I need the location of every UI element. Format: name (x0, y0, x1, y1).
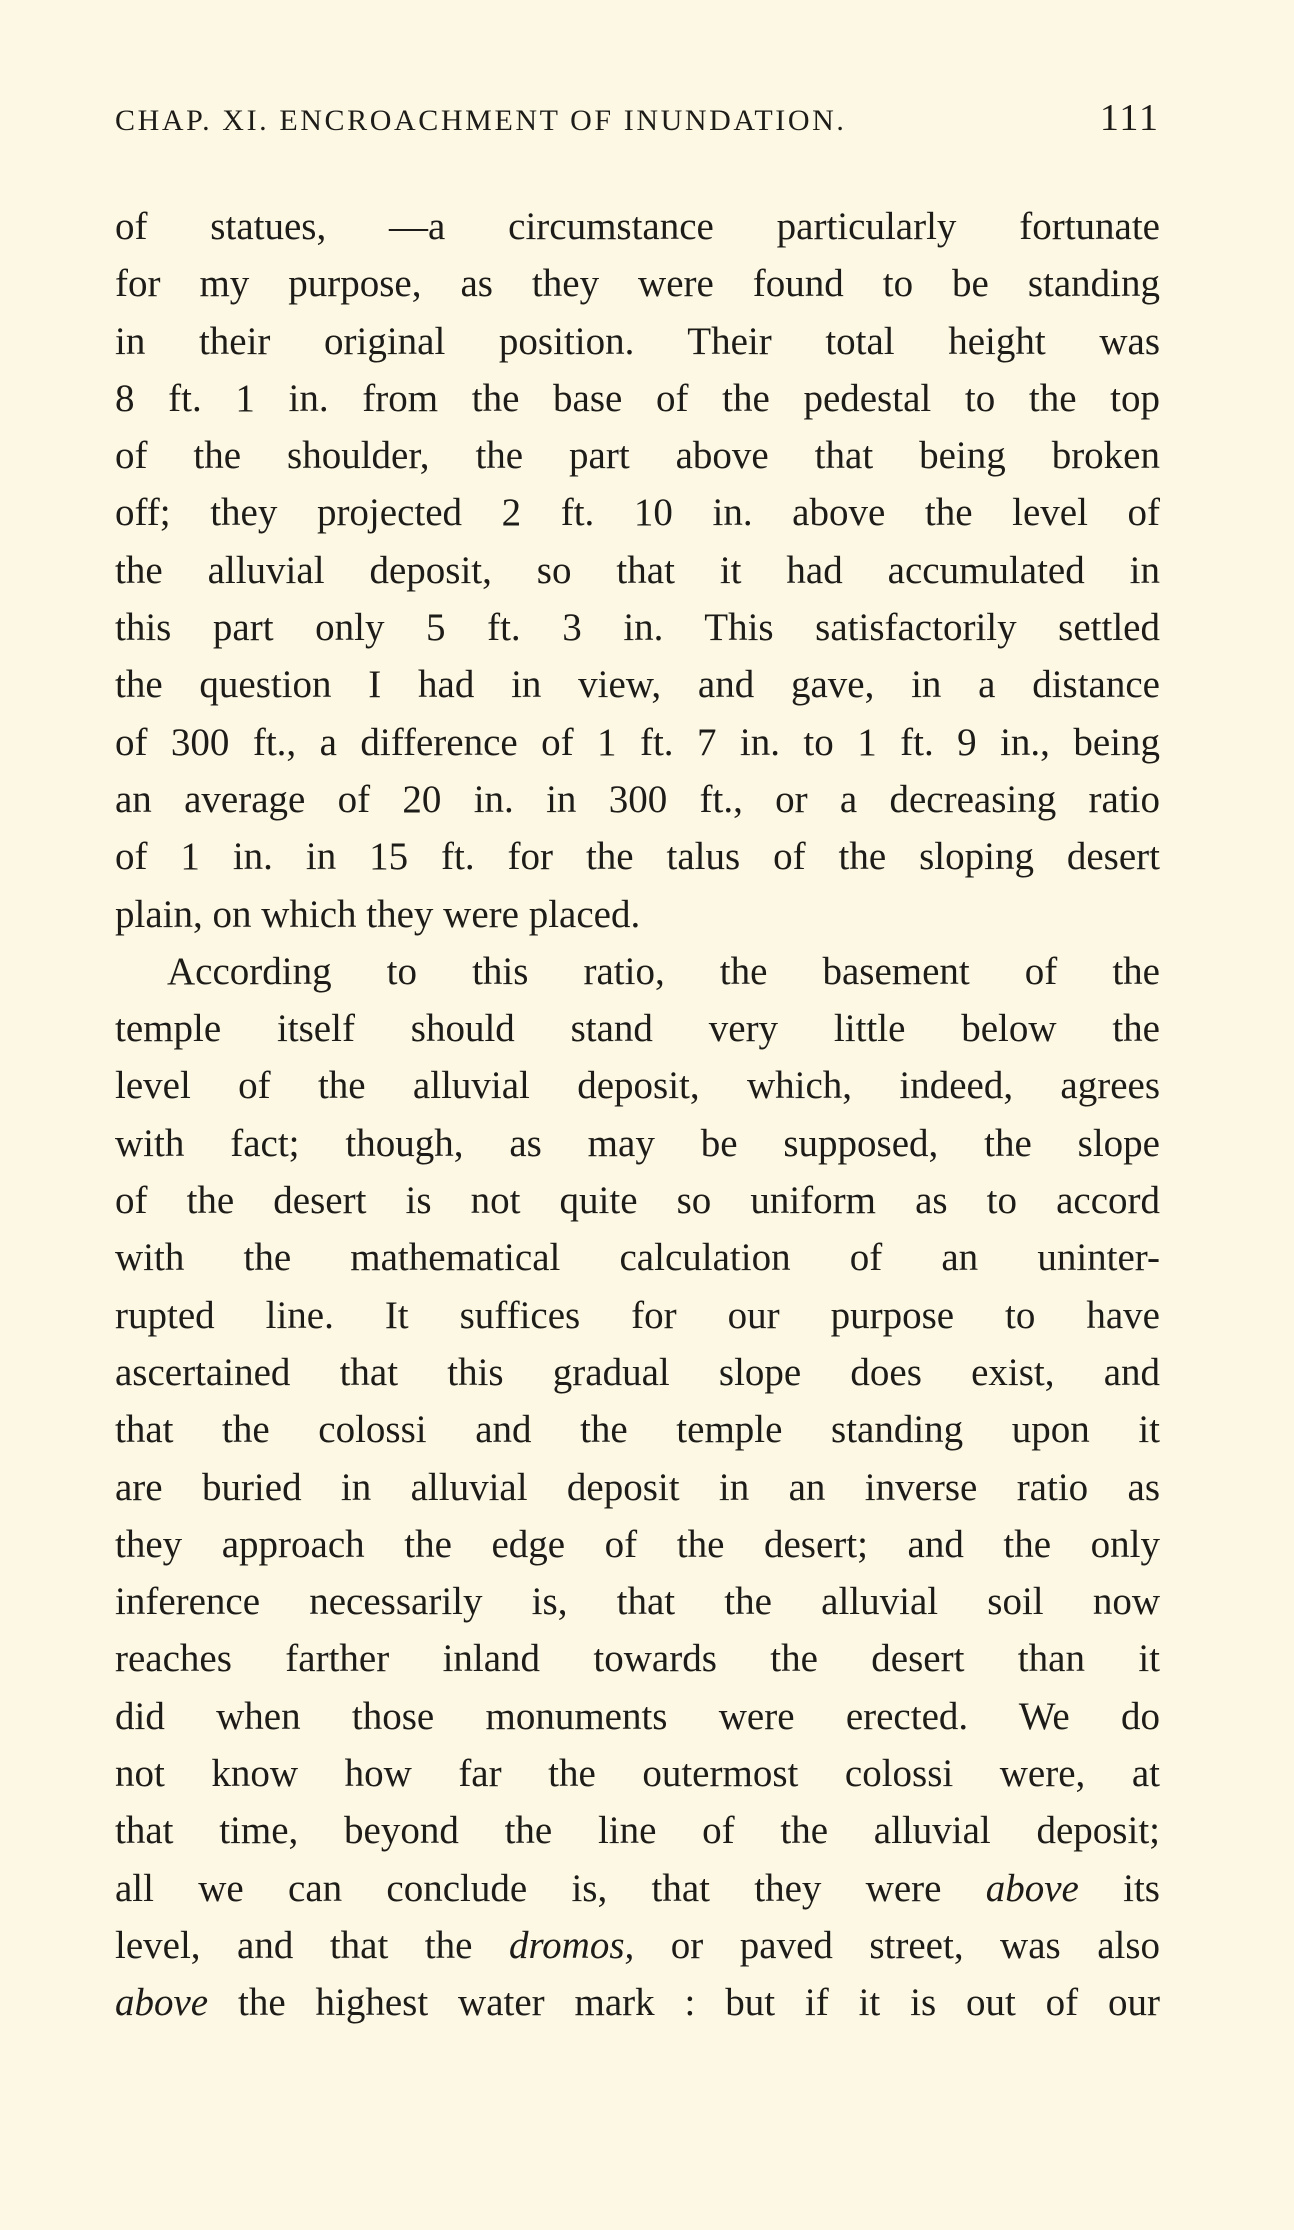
line-text: level, and that the (115, 1923, 473, 1967)
line-text: its (1123, 1866, 1160, 1910)
text-line-with-italic (115, 1860, 1160, 1917)
paragraph-start-line: According to this ratio, the basement of the (167, 949, 1160, 993)
italic-word: dromos, (508, 1923, 635, 1967)
line-text: the highest water mark : but if it is out of our (238, 1981, 1161, 2025)
text-line: an average of 20 in. in 300 ft., or a decreasing ratio (115, 777, 1160, 821)
paragraph-end-line: plain, on which they were placed. (115, 892, 641, 936)
text-line: inference necessarily is, that the alluvial soil now (115, 1580, 1160, 1624)
text-line: that the colossi and the temple standing upon it (115, 1408, 1160, 1452)
text-line: 8 ft. 1 in. from the base of the pedestal to the top (115, 376, 1160, 420)
text-line: level of the alluvial deposit, which, indeed, agrees (115, 1064, 1160, 1108)
text-line: ascertained that this gradual slope does exist, and (115, 1350, 1160, 1394)
text-line: with the mathematical calculation of an uninter- (115, 1236, 1160, 1280)
text-line: reaches farther inland towards the desert than it (115, 1637, 1160, 1681)
chapter-title: CHAP. XI. ENCROACHMENT OF INUNDATION. (115, 104, 847, 137)
text-line: rupted line. It suffices for our purpose to have (115, 1293, 1160, 1337)
text-line: in their original position. Their total height was (115, 319, 1160, 363)
text-line: of the desert is not quite so uniform as to accord (115, 1179, 1160, 1223)
text-line: not know how far the outermost colossi were, at (115, 1752, 1160, 1796)
line-text: or paved street, was also (670, 1923, 1161, 1967)
text-line: that time, beyond the line of the alluvial deposit; (115, 1809, 1160, 1853)
running-header (115, 96, 1160, 156)
text-line: off; they projected 2 ft. 10 in. above the level of (115, 491, 1160, 535)
text-line: with fact; though, as may be supposed, the slope (115, 1121, 1160, 1165)
text-line: this part only 5 ft. 3 in. This satisfactorily settled (115, 606, 1160, 650)
text-line: of 300 ft., a difference of 1 ft. 7 in. to 1 ft. 9 in., being (115, 720, 1160, 764)
italic-word: above (985, 1866, 1079, 1910)
line-text: all we can conclude is, that they were (115, 1866, 942, 1910)
text-line-with-italic (115, 1974, 1160, 2031)
text-line: of statues, —a circumstance particularly fortunate (115, 205, 1160, 248)
book-page (115, 96, 1160, 2032)
text-line: the alluvial deposit, so that it had accumulated in (115, 548, 1160, 592)
text-line: of 1 in. in 15 ft. for the talus of the sloping desert (115, 835, 1160, 879)
text-line: of the shoulder, the part above that being broken (115, 434, 1160, 478)
text-line: did when those monuments were erected. We do (115, 1694, 1160, 1738)
text-line: the question I had in view, and gave, in a distance (115, 663, 1160, 707)
text-line: they approach the edge of the desert; and the only (115, 1522, 1160, 1566)
page-number: 111 (1099, 97, 1160, 139)
text-line: for my purpose, as they were found to be standing (115, 262, 1160, 306)
italic-word: above (115, 1981, 209, 2025)
text-line: temple itself should stand very little below the (115, 1007, 1160, 1051)
body-text (115, 198, 1160, 2032)
text-line-with-italic (115, 1917, 1160, 1974)
text-line: are buried in alluvial deposit in an inverse ratio as (115, 1465, 1160, 1509)
